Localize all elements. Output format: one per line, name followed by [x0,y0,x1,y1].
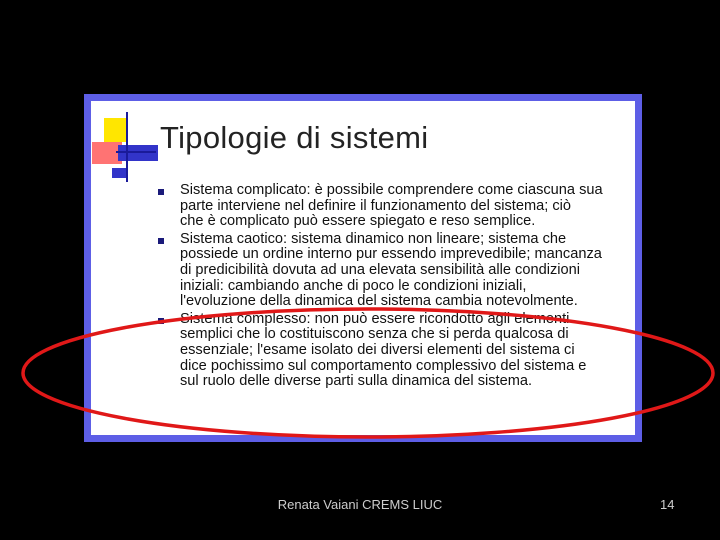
bullet-line: possiede un ordine interno pur essendo imprevedibile; mancanza [180,246,602,263]
decoration-blue-bar [118,145,158,161]
decoration-horizontal-line [116,151,156,153]
bullet-line: essenziale; l'esame isolato dei diversi elementi del sistema ci [180,341,575,358]
bullet-line: sul ruolo delle diverse parti sulla dinamica del sistema. [180,373,533,390]
bullet-list [158,183,632,392]
bullet-line: di predicibilità dovuta ad una elevata sensibilità alle condizioni [180,261,580,278]
bullet-item [158,232,632,310]
footer-author: Renata Vaiani CREMS LIUC [277,497,443,512]
decoration-yellow-square [104,118,128,142]
decoration-vertical-line [126,112,128,182]
bullet-line: Sistema complesso: non può essere ricondotto agli elementi [180,310,570,327]
bullet-line: Sistema caotico: sistema dinamico non lineare; sistema che [180,230,567,247]
slide-title: Tipologie di sistemi [160,120,429,155]
page-number: 14 [660,497,675,512]
bullet-marker-icon [158,189,164,195]
bullet-item [158,312,632,390]
bullet-line: l'evoluzione della dinamica del sistema cambia notevolmente. [180,293,578,310]
bullet-line: che è complicato può essere spiegato e reso semplice. [180,213,536,230]
bullet-line: Sistema complicato: è possibile comprendere come ciascuna sua [180,182,603,198]
bullet-line: iniziali: cambiando anche di poco le condizioni iniziali, [180,277,527,294]
bullet-marker-icon [158,238,164,244]
bullet-line: dice pochissimo sul comportamento complessivo del sistema e [180,357,587,374]
bullet-line: semplici che lo costituiscono senza che si perda qualcosa di [180,326,569,343]
decoration-blue-square [112,168,126,178]
bullet-item [158,183,632,230]
bullet-marker-icon [158,318,164,324]
bullet-line: parte interviene nel definire il funzionamento del sistema; ciò [180,197,572,214]
